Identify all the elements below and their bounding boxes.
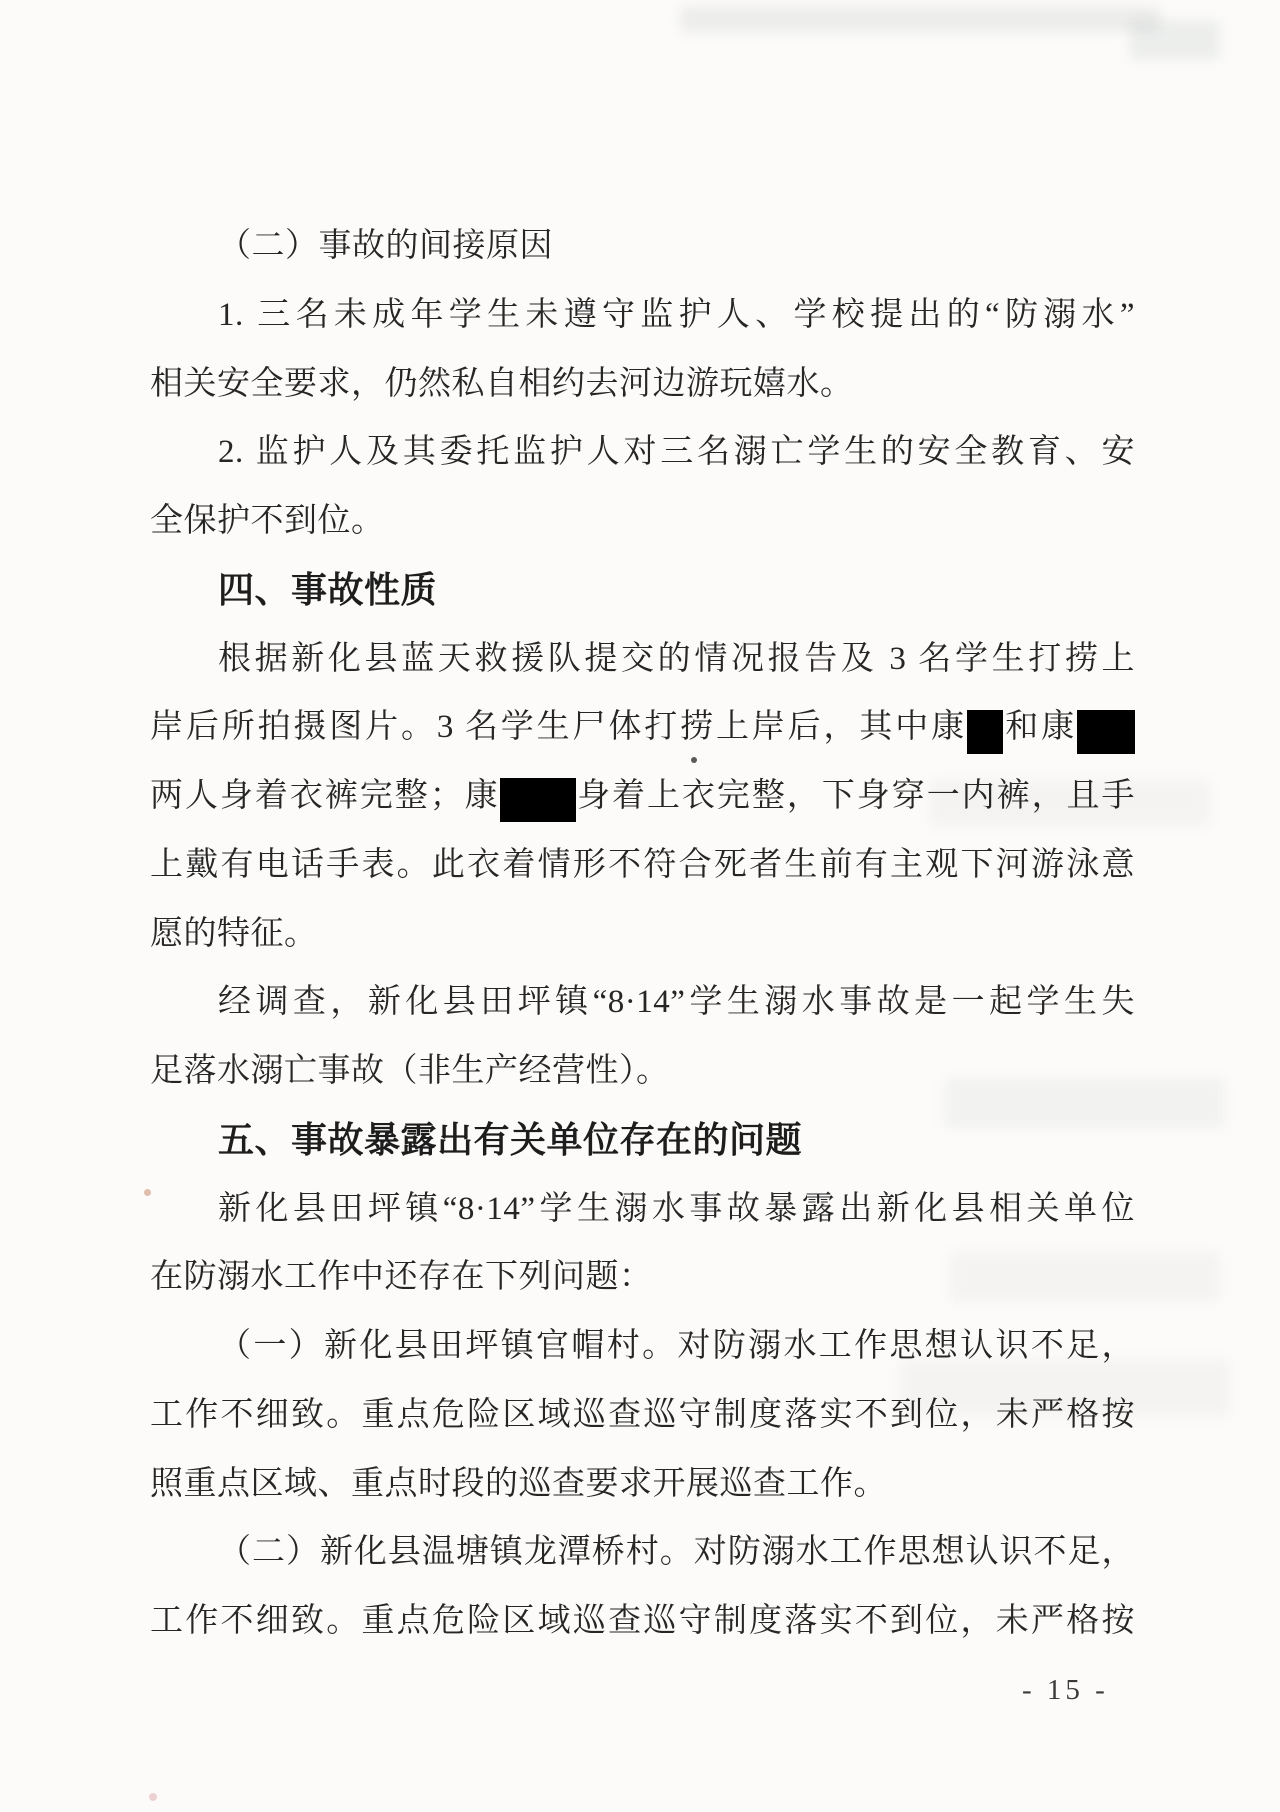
document-body	[150, 212, 1135, 1656]
section-heading: 五、事故暴露出有关单位存在的问题	[218, 1118, 803, 1160]
redaction-block	[500, 778, 576, 822]
text-line: 照重点区域、重点时段的巡查要求开展巡查工作。	[150, 1465, 887, 1502]
text-line: 根据新化县蓝天救援队提交的情况报告及 3 名学生打捞上	[218, 640, 1135, 677]
text-line: 岸后所拍摄图片。3 名学生尸体打捞上岸后，其中康 和康	[150, 693, 1135, 762]
text-line: 愿的特征。	[150, 915, 318, 952]
text-line: 经调查，新化县田坪镇“8·14”学生溺水事故是一起学生失	[218, 984, 1135, 1021]
text-line: 足落水溺亡事故（非生产经营性）。	[150, 1053, 670, 1089]
text-line: 上戴有电话手表。此衣着情形不符合死者生前有主观下河游泳意	[150, 846, 1135, 883]
text-line: 1. 三名未成年学生未遵守监护人、学校提出的“防溺水”	[218, 296, 1135, 333]
text-line: 工作不细致。重点危险区域巡查巡守制度落实不到位，未严格按	[150, 1603, 1135, 1639]
text-line: 相关安全要求，仍然私自相约去河边游玩嬉水。	[150, 365, 854, 402]
text-line: 工作不细致。重点危险区域巡查巡守制度落实不到位，未严格按	[150, 1396, 1135, 1433]
text-line: （二）新化县温塘镇龙潭桥村。对防溺水工作思想认识不足，	[218, 1534, 1135, 1571]
text-line: 2. 监护人及其委托监护人对三名溺亡学生的安全教育、安	[218, 434, 1135, 471]
text-line: 两人身着衣裤完整；康 身着上衣完整，下身穿一内裤，且手	[150, 762, 1135, 831]
text-line: 在防溺水工作中还存在下列问题：	[150, 1259, 653, 1296]
redaction-block	[967, 710, 1003, 754]
redaction-block	[1077, 710, 1135, 754]
scan-smudge	[680, 6, 1160, 32]
text-line: （一）新化县田坪镇官帽村。对防溺水工作思想认识不足，	[218, 1328, 1135, 1364]
page-number: - 15 -	[1022, 1674, 1109, 1706]
scan-speck	[149, 1793, 157, 1801]
section-heading: 四、事故性质	[218, 568, 438, 610]
scan-smudge	[1130, 20, 1220, 60]
text-line: 全保护不到位。	[150, 503, 385, 539]
text-line: （二）事故的间接原因	[218, 228, 553, 264]
text-line: 新化县田坪镇“8·14”学生溺水事故暴露出新化县相关单位	[218, 1190, 1135, 1227]
